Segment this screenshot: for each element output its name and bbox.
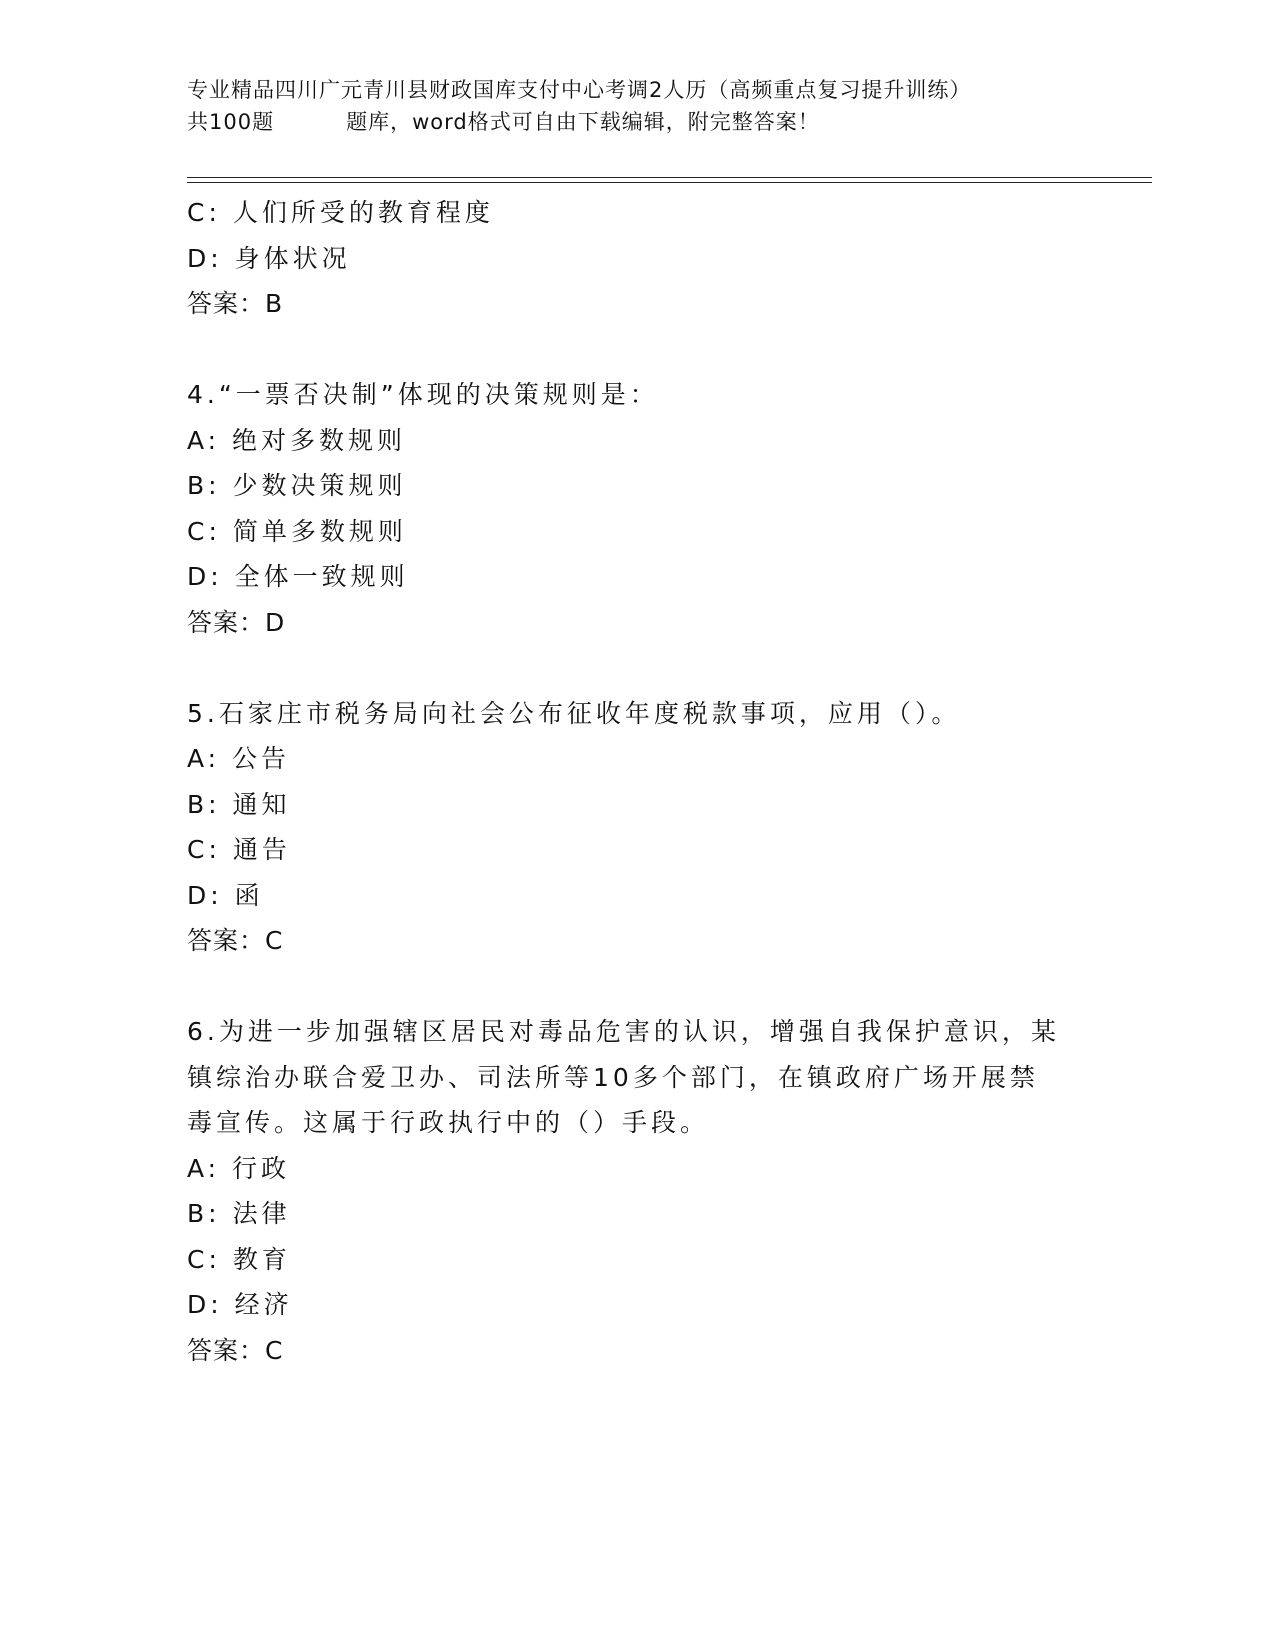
- option-a: A: 绝对多数规则: [187, 425, 407, 455]
- question-text: 4.“一票否决制”体现的决策规则是：: [187, 380, 659, 409]
- option-c: C: 简单多数规则: [187, 516, 407, 546]
- header-description: 题库，word格式可自由下载编辑，附完整答案！: [346, 110, 820, 134]
- header-rule-top: [187, 177, 1152, 178]
- question-list: [187, 190, 1087, 1373]
- question-5: [187, 691, 1087, 964]
- answer: 答案：C: [187, 926, 284, 955]
- question-6: [187, 1009, 1087, 1373]
- question-text: 6.为进一步加强辖区居民对毒品危害的认识，增强自我保护意识，某镇综治办联合爱卫办、司法所等10多个部门，在镇政府广场开展禁毒宣传。这属于行政执行中的（）手段。: [187, 1017, 1060, 1137]
- answer: 答案：B: [187, 289, 284, 318]
- question-3-tail: [187, 190, 1087, 327]
- option-b: B: 通知: [187, 789, 291, 819]
- option-d: D: 经济: [187, 1290, 293, 1319]
- question-text: 5.石家庄市税务局向社会公布征收年度税款事项，应用（）。: [187, 698, 961, 728]
- option-a: A: 公告: [187, 744, 291, 773]
- answer: 答案：C: [187, 1335, 284, 1365]
- question-spacer: [187, 645, 1087, 691]
- question-spacer: [187, 327, 1087, 373]
- header-rule-bottom: [187, 182, 1152, 183]
- question-4: [187, 372, 1087, 645]
- option-b: B: 法律: [187, 1199, 291, 1228]
- option-c: C: 通告: [187, 835, 291, 864]
- option-d: D: 身体状况: [187, 243, 351, 273]
- header-title: 专业精品四川广元青川县财政国库支付中心考调2人历（高频重点复习提升训练）: [187, 78, 972, 102]
- option-d: D: 函: [187, 880, 264, 910]
- option-d: D: 全体一致规则: [187, 562, 409, 591]
- question-spacer: [187, 964, 1087, 1010]
- header-question-count: 共100题: [187, 110, 275, 134]
- option-b: B: 少数决策规则: [187, 471, 407, 500]
- option-a: A: 行政: [187, 1153, 291, 1183]
- option-c: C: 人们所受的教育程度: [187, 198, 494, 227]
- header-subtitle: [187, 106, 1087, 138]
- answer: 答案：D: [187, 607, 286, 637]
- option-c: C: 教育: [187, 1244, 291, 1274]
- document-header: [187, 74, 1087, 138]
